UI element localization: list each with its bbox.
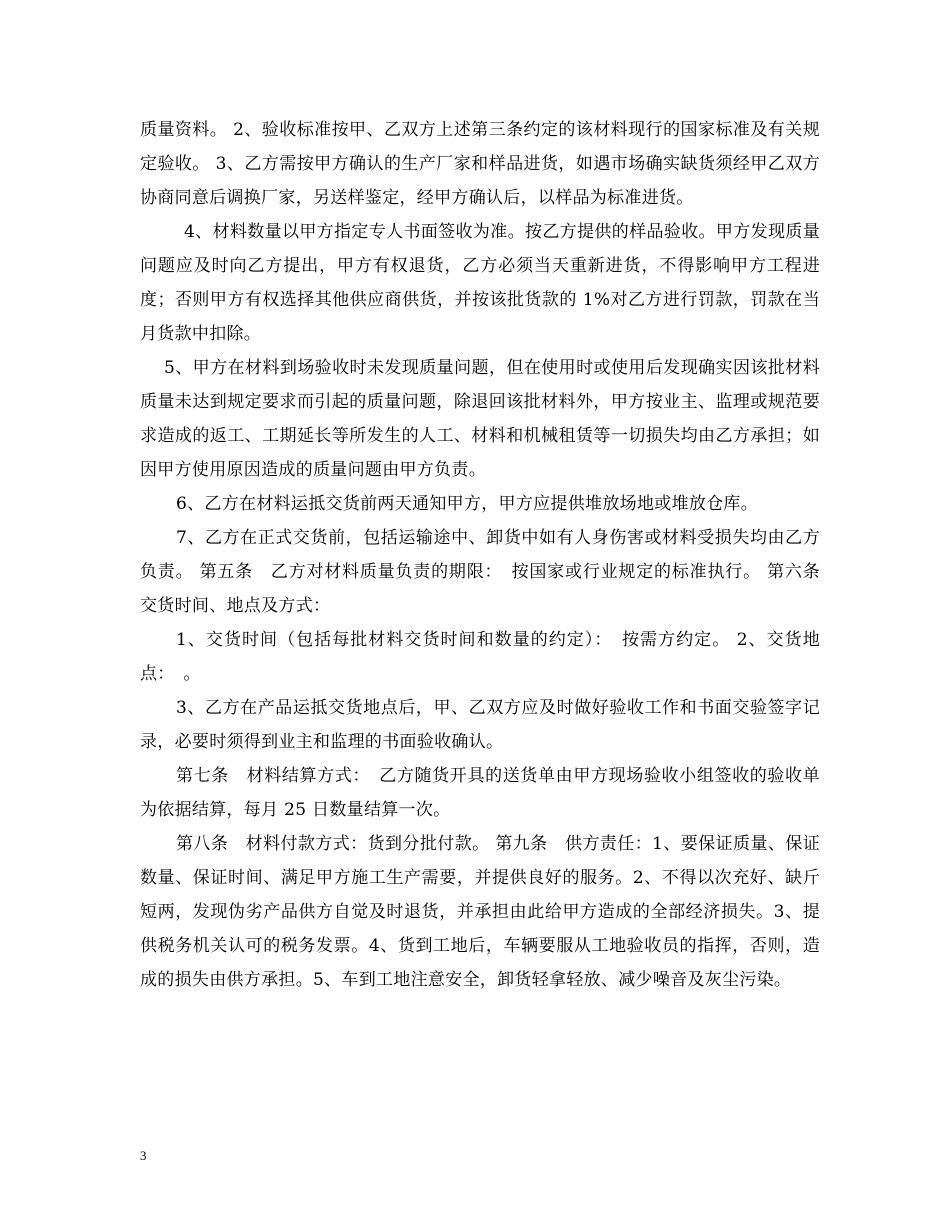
document-body	[140, 113, 838, 997]
paragraph-article-8-9: 第八条 材料付款方式：货到分批付款。 第九条 供方责任：1、要保证质量、保证数量、保证时间、满足甲方施工生产需要，并提供良好的服务。2、不得以次充好、缺斤短两，发现伪劣产品供方自觉及时退货，并承担由此给甲方造成的全部经济损失。3、提供税务机关认可的税务发票。4、货到工地后，车辆要服从工地验收员的指挥，否则，造成的损失由供方承担。5、车到工地注意安全，卸货轻拿轻放、减少噪音及灰尘污染。	[140, 834, 820, 990]
paragraph-clause-4: 4、材料数量以甲方指定专人书面签收为准。按乙方提供的样品验收。甲方发现质量问题应及时向乙方提出，甲方有权退货，乙方必须当天重新进货，不得影响甲方工程进度；否则甲方有权选择其他供应商供货，并按该批货款的 1%对乙方进行罚款，罚款在当月货款中扣除。	[140, 222, 820, 344]
paragraph-quality-materials: 质量资料。 2、验收标准按甲、乙双方上述第三条约定的该材料现行的国家标准及有关规定验收。 3、乙方需按甲方确认的生产厂家和样品进货，如遇市场确实缺货须经甲乙双方协商同意后调换厂家，另送样鉴定，经甲方确认后，以样品为标准进货。	[140, 120, 820, 208]
paragraph-clause-7: 7、乙方在正式交货前，包括运输途中、卸货中如有人身伤害或材料受损失均由乙方负责。 第五条 乙方对材料质量负责的期限： 按国家或行业规定的标准执行。 第六条 交货时间、地点及方式：	[140, 528, 838, 616]
paragraph-article-7: 第七条 材料结算方式： 乙方随货开具的送货单由甲方现场验收小组签收的验收单为依据结算，每月 25 日数量结算一次。	[140, 766, 820, 820]
paragraph-clause-5: 5、甲方在材料到场验收时未发现质量问题，但在使用时或使用后发现确实因该批材料质量未达到规定要求而引起的质量问题，除退回该批材料外，甲方按业主、监理或规范要求造成的返工、工期延长等所发生的人工、材料和机械租赁等一切损失均由乙方承担；如因甲方使用原因造成的质量问题由甲方负责。	[140, 358, 820, 480]
paragraph-delivery-acceptance: 3、乙方在产品运抵交货地点后，甲、乙双方应及时做好验收工作和书面交验签字记录，必要时须得到业主和监理的书面验收确认。	[140, 698, 820, 752]
paragraph-clause-6: 6、乙方在材料运抵交货前两天通知甲方，甲方应提供堆放场地或堆放仓库。	[176, 494, 759, 514]
page-number: 3	[140, 1148, 147, 1163]
paragraph-delivery-time: 1、交货时间（包括每批材料交货时间和数量的约定）： 按需方约定。 2、交货地点： 。	[140, 630, 820, 684]
